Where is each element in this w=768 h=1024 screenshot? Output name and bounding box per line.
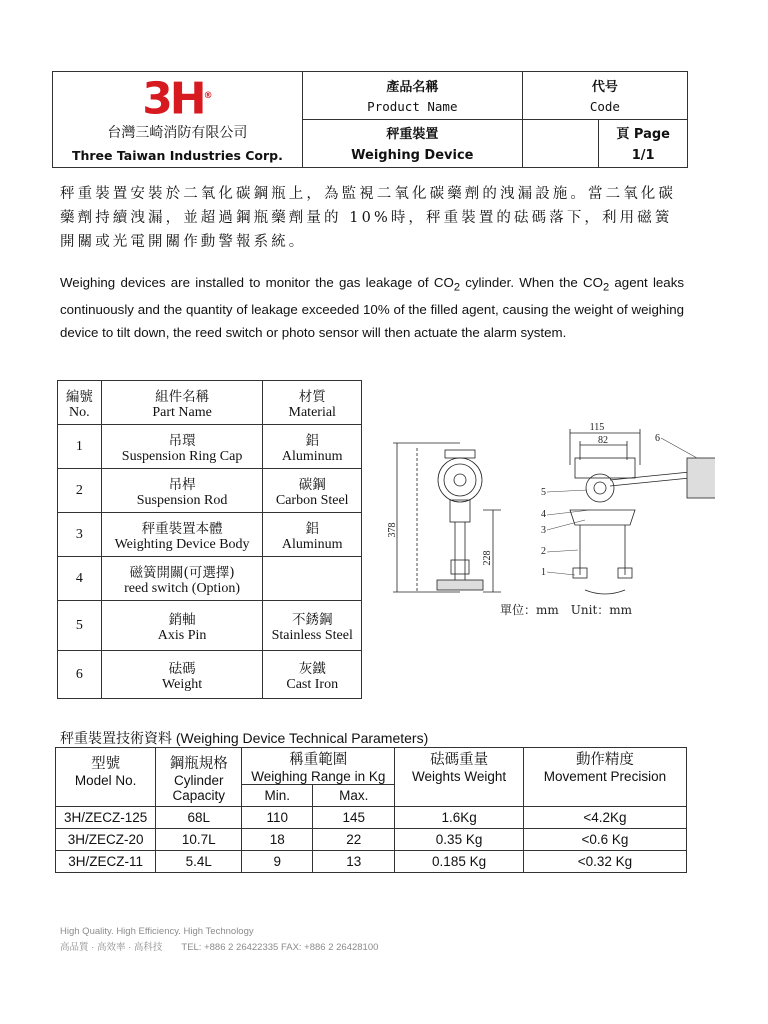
col-material: 材質 Material [263,381,362,425]
front-view-drawing [393,443,501,592]
tech-params-title: 秤重裝置技術資料 (Weighing Device Technical Parameters) [60,730,429,747]
col-no: 編號 No. [58,381,102,425]
company-logo: 3H® [142,73,213,125]
unit-label: 單位：mm Unit：mm [500,603,633,617]
parts-header-row [58,381,362,425]
callout-1: 1 [541,567,546,578]
company-logo-cell [53,72,303,168]
table-row: 5 銷軸 Axis Pin 不銹鋼 Stainless Steel [58,601,362,651]
table-row: 1 吊環 Suspension Ring Cap 鋁 Aluminum [58,425,362,469]
side-view-drawing [570,429,715,594]
product-name-value: 秤重裝置 Weighing Device [302,119,522,167]
footer-contact: 高品質 · 高效率 · 高科技 TEL: +886 2 26422335 FAX: +886 2 26428100 [60,942,379,953]
company-name-en: Three Taiwan Industries Corp. [71,147,283,163]
dim-228: 228 [482,550,493,566]
dim-115: 115 [589,422,605,433]
table-row: 3H/ZECZ-20 10.7L 18 22 0.35 Kg <0.6 Kg [56,829,687,851]
dim-378: 378 [387,522,398,538]
page-cell: 頁 Page 1/1 [599,119,688,167]
header-table [52,71,688,168]
table-row: 3H/ZECZ-11 5.4L 9 13 0.185 Kg <0.32 Kg [56,851,687,873]
footer-slogan: High Quality. High Efficiency. High Technology [60,926,254,937]
dim-82: 82 [598,435,608,446]
table-row: 3H/ZECZ-125 68L 110 145 1.6Kg <4.2Kg [56,807,687,829]
company-name-cn: 台灣三崎消防有限公司 [107,124,248,141]
callout-5: 5 [541,487,546,498]
table-row: 3 秤重裝置本體 Weighting Device Body 鋁 Aluminum [58,513,362,557]
code-label: 代号 Code [522,72,687,120]
table-row: 4 磁簧開關(可選擇) reed switch (Option) [58,557,362,601]
weighing-device-diagram [375,420,715,620]
code-value [522,119,599,167]
col-part-name: 組件名稱 Part Name [101,381,263,425]
callout-3: 3 [541,525,546,536]
intro-english: Weighing devices are installed to monitor the gas leakage of $CO_2$ cylinder. When the $CO_2$ agent leaks continuously and the quantity of leakage exceeded 10% of the filled agent, causing the weight of weighing device to tilt down, the reed switch or photo sensor will then actuate the alarm system. [60,275,684,340]
tech-params-table: 型號 Model No. 鋼瓶規格 Cylinder Capacity 稱重範圍 Weighing Range in Kg 砝碼重量 Weights Weight 動作精度 Movement Precision Min. Max. 3H/ZECZ-125 68L 110 145 1.6Kg <4.2Kg 3H/ZECZ-20 10.7L 18 22 0.35 Kg <0.6 Kg 3H/ZECZ-11 5.4L 9 13 0.185 Kg <0.32 Kg [55,747,687,873]
callout-4: 4 [541,509,546,520]
product-name-label: 產品名稱 Product Name [302,72,522,120]
callout-6: 6 [655,433,660,444]
table-row: 6 砝碼 Weight 灰鐵 Cast Iron [58,651,362,699]
tech-subheader-row: Min. Max. [56,785,687,807]
callout-2: 2 [541,546,546,557]
intro-chinese: 秤重裝置安裝於二氧化碳鋼瓶上，為監視二氧化碳藥劑的洩漏設施。當二氧化碳藥劑持續洩漏，並超過鋼瓶藥劑量的 10%時，秤重裝置的砝碼落下，利用磁簧開關或光電開關作動警報系統。 [60,186,676,250]
parts-table [57,380,362,699]
table-row: 2 吊桿 Suspension Rod 碳鋼 Carbon Steel [58,469,362,513]
